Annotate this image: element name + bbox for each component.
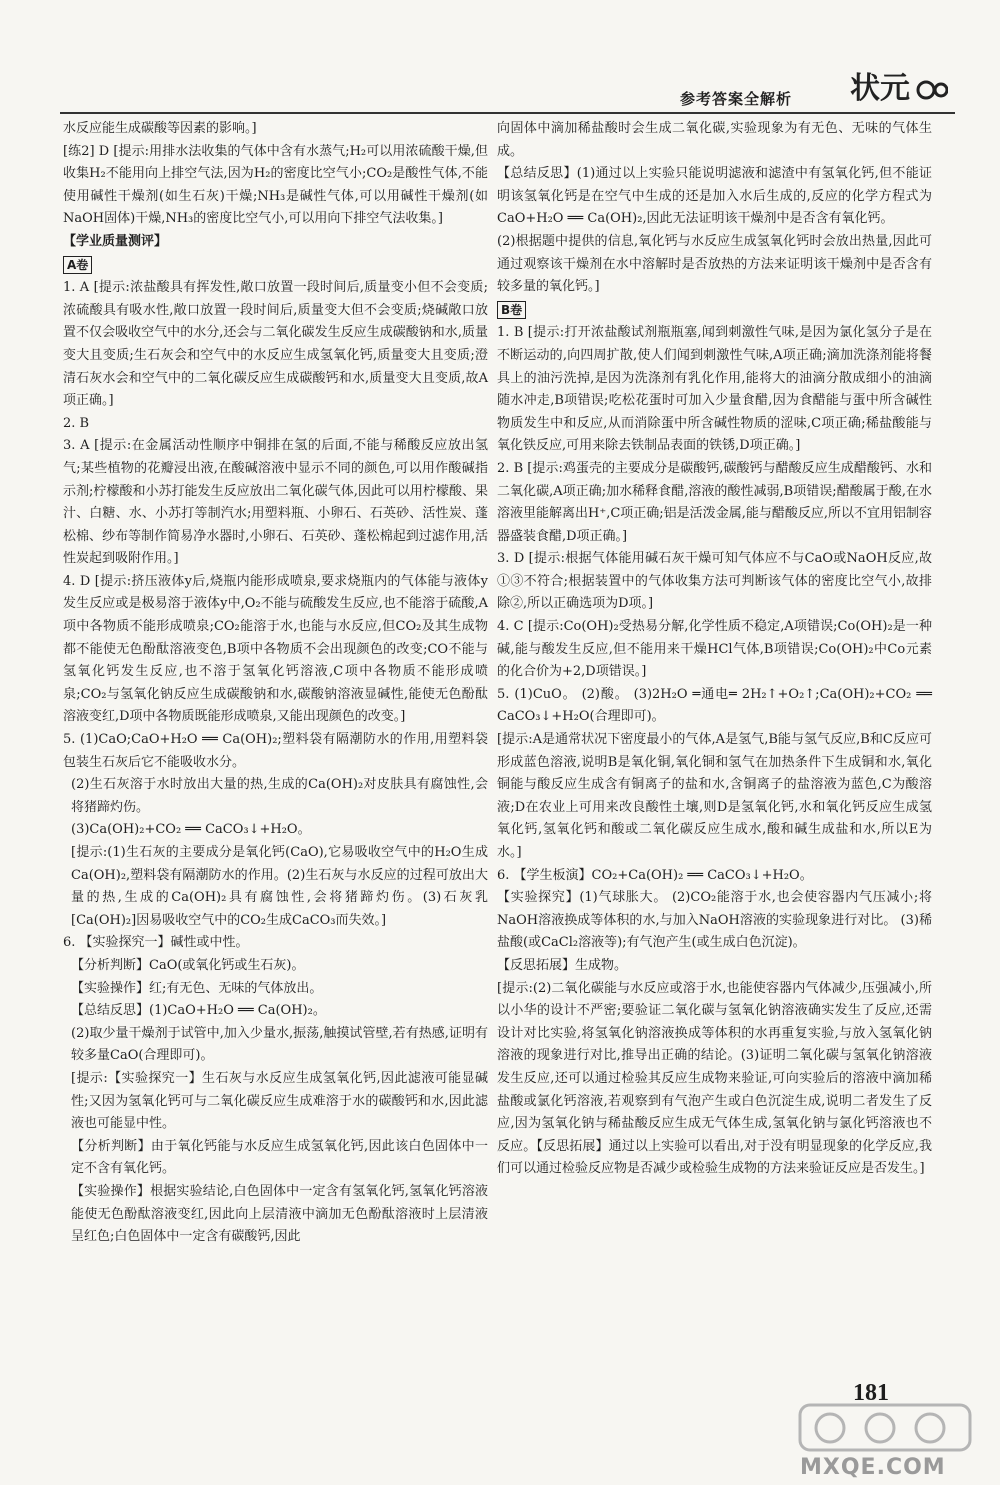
left-column-paragraph: 【学业质量测评】: [63, 233, 168, 249]
left-column-paragraph: 【分析判断】CaO(或氧化钙或生石灰)。: [71, 957, 305, 973]
right-column-paragraph: 【实验探究】(1)气球胀大。 (2)CO₂能溶于水,也会使容器内气压减小;将NaOH溶液换成等体积的水,与加入NaOH溶液的实验现象进行对比。 (3)稀盐酸(或CaCl₂溶液等);有气泡产生(或生成白色沉淀)。: [497, 890, 932, 951]
left-column-paragraph: (2)生石灰溶于水时放出大量的热,生成的Ca(OH)₂对皮肤具有腐蚀性,会将猪蹄灼伤。: [71, 777, 488, 815]
right-column-paragraph: 3. D [提示:根据气体能用碱石灰干燥可知气体应不与CaO或NaOH反应,故①③不符合;根据装置中的气体收集方法可判断该气体的密度比空气小,故排除②,所以正确选项为D项。]: [497, 551, 932, 612]
section-box-label: B卷: [497, 301, 526, 319]
left-column-paragraph: 3. A [提示:在金属活动性顺序中铜排在氢的后面,不能与稀酸反应放出氢气;某些植物的花瓣浸出液,在酸碱溶液中显示不同的颜色,可以用作酸碱指示剂;柠檬酸和小苏打能发生反应放出二氧化碳气体,因此可以用柠檬酸、果汁、白糖、水、小苏打等制汽水;用塑料瓶、小卵石、石英砂、活性炭、蓬松棉、纱布等制作简易净水器时,小卵石、石英砂、蓬松棉起到过滤作用,活性炭起到吸附作用。]: [63, 438, 488, 567]
page-number: 181: [853, 1380, 889, 1406]
left-column-paragraph: 【实验操作】红;有无色、无味的气体放出。: [71, 980, 323, 996]
right-column-paragraph: 2. B [提示:鸡蛋壳的主要成分是碳酸钙,碳酸钙与醋酸反应生成醋酸钙、水和二氧化碳,A项正确;加水稀释食醋,溶液的酸性减弱,B项错误;醋酸属于酸,在水溶液里能解离出H⁺,C项正确;铝是活泼金属,能与醋酸反应,所以不宜用铝制容器盛装食醋,D项正确。]: [497, 460, 932, 544]
right-column-paragraph: (2)根据题中提供的信息,氧化钙与水反应生成氢氧化钙时会放出热量,因此可通过观察该干燥剂在水中溶解时是否放热的方法来证明该干燥剂中是否含有较多量的氧化钙。]: [497, 233, 932, 295]
left-column-paragraph: [练2] D [提示:用排水法收集的气体中含有水蒸气;H₂可以用浓硫酸干燥,但收集H₂不能用向上排空气法,因为H₂的密度比空气小;CO₂是酸性气体,不能使用碱性干燥剂(如生石灰)干燥;NH₃是碱性气体,可以用碱性干燥剂(如NaOH固体)干燥,NH₃的密度比空气小,可以用向下排空气法收集。]: [63, 143, 488, 227]
left-column-paragraph: 2. B: [63, 415, 90, 431]
right-column: [497, 118, 932, 1181]
left-column-paragraph: [提示:(1)生石灰的主要成分是氧化钙(CaO),它易吸收空气中的H₂O生成Ca(OH)₂,塑料袋有隔潮防水的作用。(2)生石灰与水反应的过程可放出大量的热,生成的Ca(OH)₂具有腐蚀性,会将猪蹄灼伤。(3)石灰乳[Ca(OH)₂]因易吸收空气中的CO₂生成CaCO₃而失效。]: [71, 845, 488, 928]
left-column-paragraph: 水反应能生成碳酸等因素的影响。]: [63, 121, 257, 136]
right-column-paragraph: [497, 299, 932, 323]
right-column-paragraph: 5. (1)CuO。 (2)酸。 (3)2H₂O ═通电═ 2H₂↑+O₂↑;Ca(OH)₂+CO₂ ══ CaCO₃↓+H₂O(合理即可)。: [497, 686, 932, 725]
brand-logo: [848, 70, 948, 106]
right-column-paragraph: 4. C [提示:Co(OH)₂受热易分解,化学性质不稳定,A项错误;Co(OH)₂是一种碱,能与酸发生反应,但不能用来干燥HCl气体,B项错误;Co(OH)₂中Co元素的化合价为+2,D项错误。]: [497, 619, 932, 680]
left-column-paragraph: 【实验操作】根据实验结论,白色固体中一定含有氢氧化钙,氢氧化钙溶液能使无色酚酞溶液变红,因此向上层清液中滴加无色酚酞溶液时上层清液呈红色;白色固体中一定含有碳酸钙,因此: [71, 1183, 488, 1245]
watermark-text: MXQE.COM: [800, 1455, 946, 1480]
left-column-paragraph: 【分析判断】由于氧化钙能与水反应生成氢氧化钙,因此该白色固体中一定不含有氧化钙。: [71, 1138, 488, 1177]
right-column-paragraph: 1. B [提示:打开浓盐酸试剂瓶瓶塞,闻到刺激性气味,是因为氯化氢分子是在不断运动的,向四周扩散,使人们闻到刺激性气味,A项正确;滴加洗涤剂能将餐具上的油污洗掉,是因为洗涤剂有乳化作用,能将大的油滴分散成细小的油滴随水冲走,B项错误;吃松花蛋时可加入少量食醋,因为食醋能与蛋中所含碱性物质发生中和反应,从而消除蛋中所含碱性物质的涩味,C项正确;稀盐酸能与氧化铁反应,可用来除去铁制品表面的铁锈,D项正确。]: [497, 325, 932, 454]
right-column-paragraph: [提示:A是通常状况下密度最小的气体,A是氢气,B能与氢气反应,B和C反应可形成蓝色溶液,说明B是氧化铜,氧化铜和氢气在加热条件下生成铜和水,氧化铜能与酸反应生成含有铜离子的盐和水,含铜离子的盐溶液为蓝色,C为酸溶液;D在农业上可用来改良酸性土壤,则D是氢氧化钙,水和氧化钙反应生成氢氧化钙,氢氧化钙和酸或二氧化碳反应生成水,酸和碱生成盐和水,所以E为水。]: [497, 732, 932, 860]
right-column-paragraph: 【总结反思】(1)通过以上实验只能说明滤液和滤渣中有氢氧化钙,但不能证明该氢氧化钙是在空气中生成的还是加入水后生成的,反应的化学方程式为CaO+H₂O ══ Ca(OH)₂,因此无法证明该干燥剂中是否含有氧化钙。: [497, 166, 932, 227]
brand-logo-text: 状元: [850, 71, 910, 106]
left-column-paragraph: 6. 【实验探究一】碱性或中性。: [63, 935, 249, 951]
header-rule: [60, 112, 955, 114]
left-column-paragraph: 4. D [提示:挤压液体y后,烧瓶内能形成喷泉,要求烧瓶内的气体能与液体y发生反应或是极易溶于液体y中,O₂不能与硫酸发生反应,也不能溶于硫酸,A项中各物质不能形成喷泉;CO₂能溶于水,也能与水反应,但CO₂及其生成物都不能使无色酚酞溶液变色,B项中各物质不会出现颜色的改变;CO不能与氢氧化钙发生反应,也不溶于氢氧化钙溶液,C项中各物质不能形成喷泉;CO₂与氢氧化钠反应生成碳酸钠和水,碳酸钠溶液显碱性,能使无色酚酞溶液变红,D项中各物质既能形成喷泉,又能出现颜色的改变。]: [63, 573, 488, 725]
left-column-paragraph: [63, 254, 488, 278]
section-box-label: A卷: [63, 256, 92, 274]
left-column-paragraph: 1. A [提示:浓盐酸具有挥发性,敞口放置一段时间后,质量变小但不会变质;浓硫酸具有吸水性,敞口放置一段时间后,质量变大但不会变质;烧碱敞口放置不仅会吸收空气中的水分,还会与二氧化碳发生反应生成碳酸钠和水,质量变大且变质;生石灰会和空气中的水反应生成氢氧化钙,质量变大且变质;澄清石灰水会和空气中的二氧化碳反应生成碳酸钙和水,质量变大且变质,故A项正确。]: [63, 280, 488, 409]
left-column: [63, 118, 488, 1249]
page-header: [0, 0, 1000, 108]
left-column-paragraph: 5. (1)CaO;CaO+H₂O ══ Ca(OH)₂;塑料袋有隔潮防水的作用,用塑料袋包装生石灰后它不能吸收水分。: [63, 732, 488, 770]
header-title: 参考答案全解析: [680, 90, 793, 108]
right-column-paragraph: [提示:(2)二氧化碳能与水反应或溶于水,也能使容器内气体减少,压强减小,所以小华的设计不严密;要验证二氧化碳与氢氧化钠溶液确实发生了反应,还需设计对比实验,将氢氧化钠溶液换成等体积的水再重复实验,与放入氢氧化钠溶液的现象进行对比,推导出正确的结论。(3)证明二氧化碳与氢氧化钠溶液发生反应,还可以通过检验其反应生成物来验证,可向实验后的溶液中滴加稀盐酸或氯化钙溶液,若观察到有气泡产生或白色沉淀生成,说明二者发生了反应,因为氢氧化钠与稀盐酸反应生成无气体生成,氢氧化钠与氯化钙溶液也不反应。【反思拓展】通过以上实验可以看出,对于没有明显现象的化学反应,我们可以通过检验反应物是否减少或检验生成物的方法来验证反应是否发生。]: [497, 980, 932, 1177]
left-column-paragraph: (2)取少量干燥剂于试管中,加入少量水,振荡,触摸试管壁,若有热感,证明有较多量CaO(合理即可)。: [71, 1025, 488, 1064]
left-column-paragraph: (3)Ca(OH)₂+CO₂ ══ CaCO₃↓+H₂O。: [71, 822, 311, 838]
left-column-paragraph: 【总结反思】(1)CaO+H₂O ══ Ca(OH)₂。: [71, 1003, 326, 1019]
right-column-paragraph: 6. 【学生板演】CO₂+Ca(OH)₂ ══ CaCO₃↓+H₂O。: [497, 867, 813, 883]
right-column-paragraph: 向固体中滴加稀盐酸时会生成二氧化碳,实验现象为有无色、无味的气体生成。: [497, 121, 932, 159]
right-column-paragraph: 【反思拓展】生成物。: [497, 957, 628, 973]
left-column-paragraph: [提示:【实验探究一】生石灰与水反应生成氢氧化钙,因此滤液可能显碱性;又因为氢氧化钙可与二氧化碳反应生成难溶于水的碳酸钙和水,因此滤液也可能显中性。: [71, 1070, 488, 1132]
